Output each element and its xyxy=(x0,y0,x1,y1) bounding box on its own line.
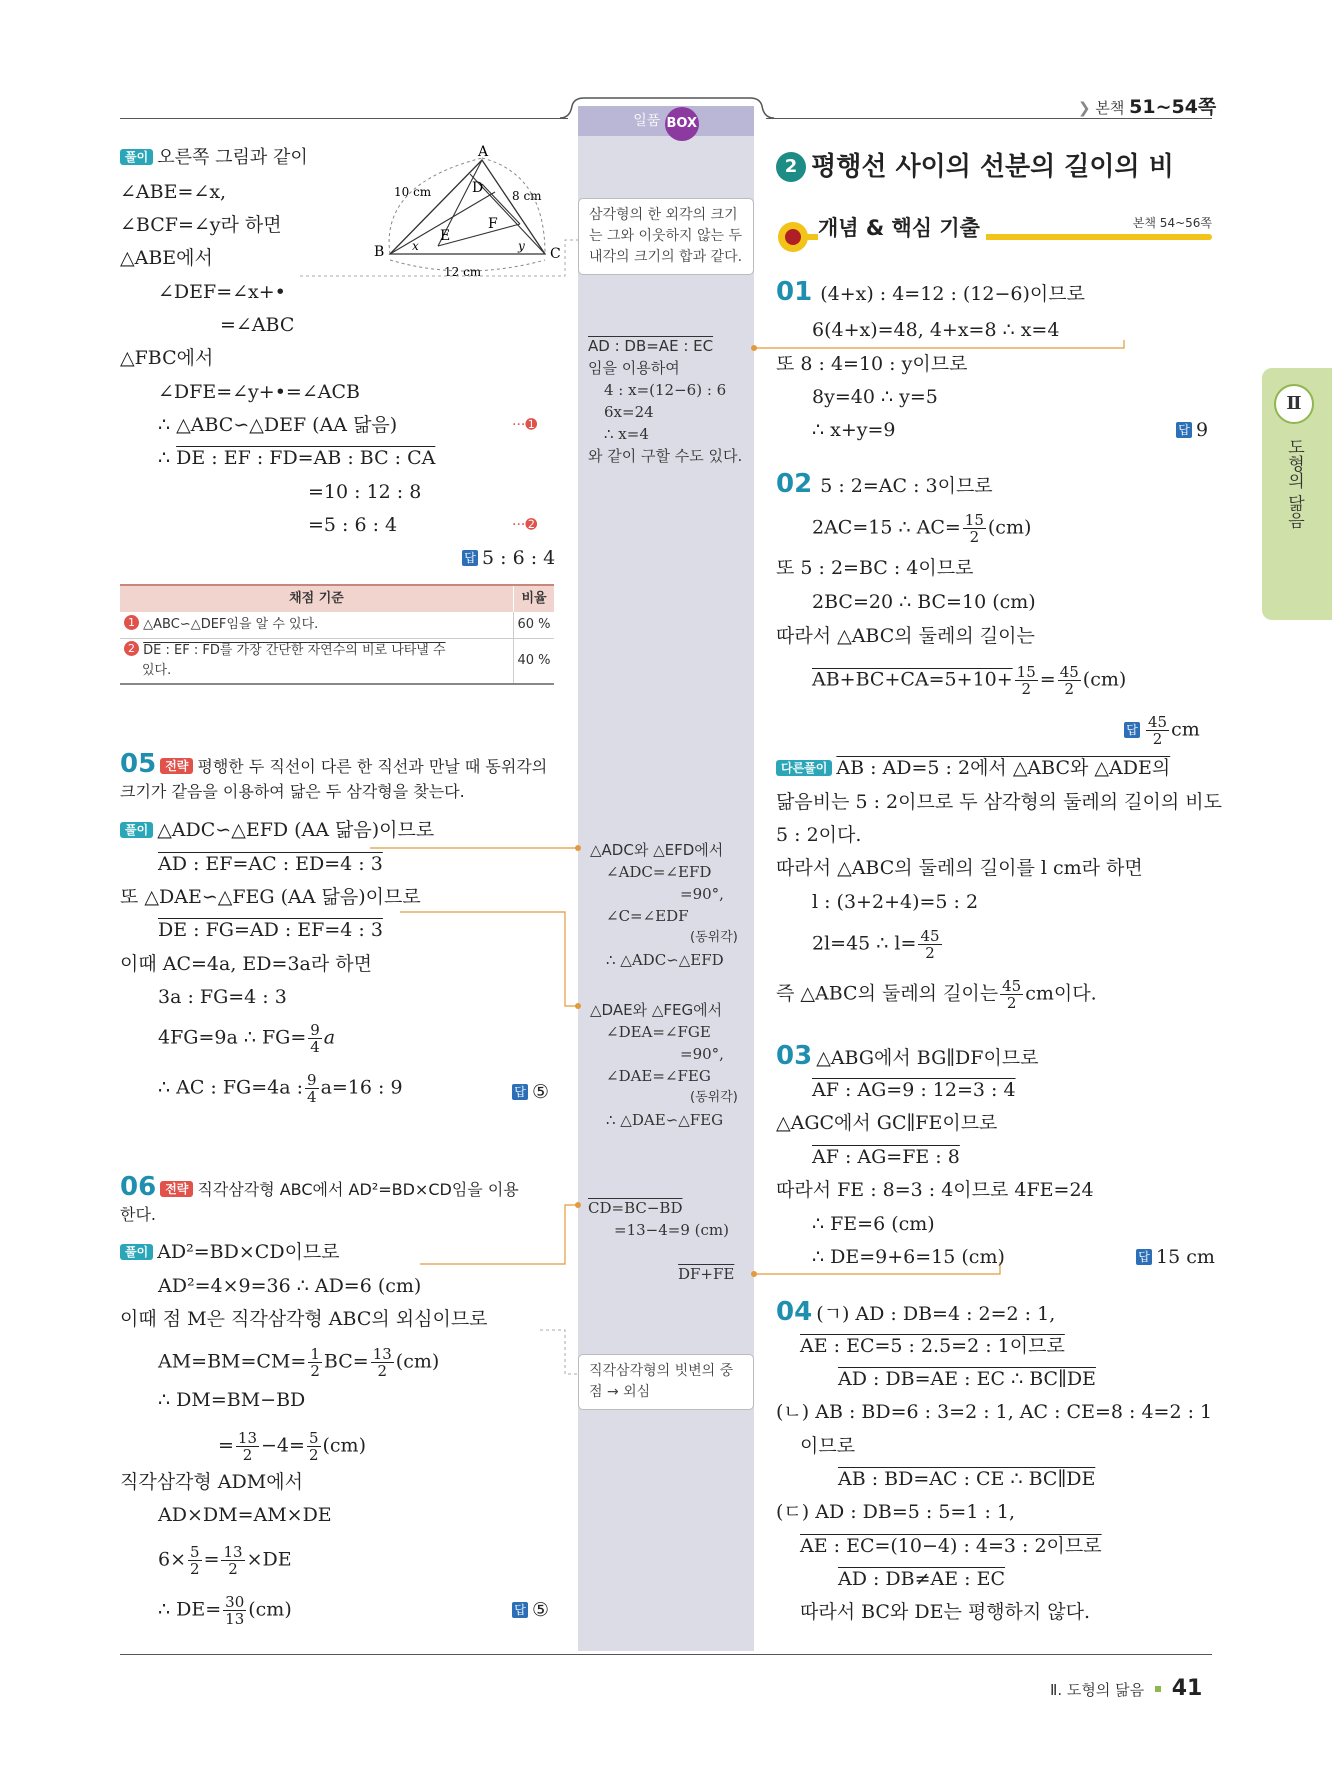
row-ratio: 40 % xyxy=(513,639,554,683)
strategy-tag: 전략 xyxy=(160,1181,193,1197)
section-number: 2 xyxy=(776,152,806,182)
note-box-circumcenter: 직각삼각형의 빗변의 중점 → 외심 xyxy=(578,1354,754,1410)
box-note-df-fe: DF+FE xyxy=(678,1265,735,1283)
chapter-label: 도형의 닮음 xyxy=(1284,438,1304,529)
q04-line-2: ∠BCF=∠y라 하면 xyxy=(120,214,282,236)
fraction-denominator: 2 xyxy=(228,1560,238,1578)
page-reference-prefix: 본책 xyxy=(1095,99,1125,117)
label-F: F xyxy=(488,216,498,232)
r-q04-line-5: 이므로 xyxy=(800,1435,856,1457)
answer-tag: 답 xyxy=(462,550,478,566)
r-q01-line-5: ∴ x+y=9 xyxy=(812,419,896,441)
label-A: A xyxy=(478,144,489,160)
q06-line-4-a: AM=BM=CM= xyxy=(158,1350,307,1373)
q04-line-3: △ABE에서 xyxy=(120,247,213,269)
label-C: C xyxy=(550,246,561,262)
fraction-numerator: 45 xyxy=(1148,713,1168,731)
q05-line-8-text: ∴ AC : FG=4a : xyxy=(158,1076,304,1099)
box-note-cd: CD=BC−BD xyxy=(588,1199,683,1217)
q05-line-7-text: 4FG=9a ∴ FG= xyxy=(158,1026,307,1049)
solution-tag: 풀이 xyxy=(120,1244,153,1260)
r-q02-line-6 xyxy=(812,664,1126,697)
step-marker-2: ···➋ xyxy=(512,517,538,533)
r-q02-alt-5: l : (3+2+4)=5 : 2 xyxy=(812,891,979,913)
r-q01-line-4: 8y=40 ∴ y=5 xyxy=(812,386,938,408)
fraction-numerator: 30 xyxy=(225,1593,245,1611)
q06-line-9-b: = xyxy=(203,1548,220,1571)
box-note-dae: △DAE와 △FEG에서 xyxy=(590,1001,723,1019)
q06-line-2: AD²=4×9=36 ∴ AD=6 (cm) xyxy=(158,1275,422,1297)
r-q02-alt-2: 닮음비는 5 : 2이므로 두 삼각형의 둘레의 길이의 비도 xyxy=(776,791,1222,813)
box-note-adc: △ADC와 △EFD에서 xyxy=(590,841,724,859)
fraction-denominator: 2 xyxy=(969,528,980,546)
alt-line-7-a: 즉 △ABC의 둘레의 길이는 xyxy=(776,982,999,1005)
r-q02-alt-1 xyxy=(776,756,1170,780)
box-note-adc-2: ∠ADC=∠EFD xyxy=(606,863,712,881)
q06-strategy-text: 직각삼각형 ABC에서 AD²=BD×CD임을 이용 xyxy=(197,1180,519,1199)
page-reference-pages: 51~54쪽 xyxy=(1129,96,1217,118)
chevron-right-icon: ❯ xyxy=(1078,99,1091,117)
fraction-denominator: 13 xyxy=(225,1610,245,1628)
therefore-symbol: ∴ xyxy=(158,447,177,469)
r-q04-line-10: 따라서 BC와 DE는 평행하지 않다. xyxy=(800,1601,1091,1623)
row-criteria: DE : EF : FD를 가장 간단한 자연수의 비로 나타낼 수 xyxy=(143,643,446,658)
fraction-numerator: 9 xyxy=(307,1071,317,1089)
q05-line-4: DE : FG=AD : EF=4 : 3 xyxy=(158,919,383,941)
r-q04-line-3: AD : DB=AE : EC ∴ BC∥DE xyxy=(838,1368,1096,1390)
answer-value: ⑤ xyxy=(532,1081,550,1103)
fraction-denominator: 2 xyxy=(377,1362,387,1380)
q05-line-3: 또 △DAE∽△FEG (AA 닮음)이므로 xyxy=(120,886,421,908)
box-note-1: AD : DB=AE : EC xyxy=(588,337,714,355)
r-q01-answer xyxy=(1176,418,1208,442)
box-note-dae-5: (동위각) xyxy=(690,1090,738,1105)
fraction-numerator: 1 xyxy=(310,1345,320,1363)
q06-line-6-a: = xyxy=(218,1434,234,1457)
q05-number: 05 xyxy=(120,749,157,779)
alt-line-1-text: AB : AD=5 : 2에서 △ABC와 △ADE의 xyxy=(836,757,1171,779)
r-q04-line-8: AE : EC=(10−4) : 4=3 : 2이므로 xyxy=(800,1535,1102,1557)
r-q02-line-3: 또 5 : 2=BC : 4이므로 xyxy=(776,557,974,579)
answer-tag: 답 xyxy=(1124,722,1140,738)
row-criteria-cont: 있다. xyxy=(142,663,172,678)
q03-number: 03 xyxy=(776,1041,813,1071)
box-label: 일품 xyxy=(633,113,661,129)
section-heading xyxy=(776,146,1174,183)
q06-line-6-c: (cm) xyxy=(322,1434,366,1457)
fraction-numerator: 5 xyxy=(308,1429,319,1447)
fraction-numerator: 9 xyxy=(310,1021,320,1039)
solution-intro-text: 오른쪽 그림과 같이 xyxy=(157,147,308,168)
answer-value: 15 cm xyxy=(1156,1246,1215,1268)
q05-strategy-cont: 크기가 같음을 이용하여 닮은 두 삼각형을 찾는다. xyxy=(120,782,465,801)
r-q04-line-1 xyxy=(776,1297,1056,1327)
q06-line-9-a: 6× xyxy=(158,1548,187,1571)
fraction-numerator: 13 xyxy=(372,1345,392,1363)
fraction-denominator: 2 xyxy=(310,1362,320,1380)
r-q02-answer xyxy=(1124,714,1200,747)
r-q02-alt-3: 5 : 2이다. xyxy=(776,824,862,846)
solution-tag: 풀이 xyxy=(120,149,153,165)
fraction-denominator: 4 xyxy=(310,1038,320,1056)
r-q01-line-1 xyxy=(776,277,1085,307)
label-y: y xyxy=(518,239,525,253)
q05-line-5: 이때 AC=4a, ED=3a라 하면 xyxy=(120,953,372,975)
q04-line-1: ∠ABE=∠x, xyxy=(120,181,227,203)
q05-line-7-end: a xyxy=(323,1026,336,1049)
q05-line-1-text: △ADC∽△EFD (AA 닮음)이므로 xyxy=(157,819,435,841)
q01-number: 01 xyxy=(776,277,813,307)
label-B: B xyxy=(374,244,385,260)
box-note-dae-3: =90°, xyxy=(680,1045,724,1063)
answer-value: ⑤ xyxy=(532,1599,550,1621)
table-header-ratio: 비율 xyxy=(513,586,554,612)
note-box-exterior-angle: 삼각형의 한 외각의 크기는 그와 이웃하지 않는 두 내각의 크기의 합과 같다. xyxy=(578,198,754,275)
alt-line-6-a: 2l=45 ∴ l= xyxy=(812,932,917,955)
r-q02-line-1 xyxy=(776,469,993,499)
alt-line-7-b: cm이다. xyxy=(1025,982,1097,1005)
box-note-dae-6: ∴ △DAE∽△FEG xyxy=(606,1111,724,1129)
q04-line-6: △FBC에서 xyxy=(120,347,214,369)
answer-tag: 답 xyxy=(512,1602,528,1618)
q02-line-2-b: (cm) xyxy=(987,516,1032,539)
solution-tag: 풀이 xyxy=(120,822,153,838)
r-q02-alt-4: 따라서 △ABC의 둘레의 길이를 l cm라 하면 xyxy=(776,857,1143,879)
q04-line-5: =∠ABC xyxy=(220,314,295,336)
row-number: 2 xyxy=(124,641,139,656)
row-ratio: 60 % xyxy=(513,612,554,638)
r-q03-line-1 xyxy=(776,1041,1039,1071)
q06-line-10-b: (cm) xyxy=(248,1598,292,1621)
fraction-numerator: 15 xyxy=(1016,663,1036,681)
q01-line-1-text: (4+x) : 4=12 : (12−6)이므로 xyxy=(820,283,1085,305)
r-q02-line-5: 따라서 △ABC의 둘레의 길이는 xyxy=(776,625,1035,647)
box-note-dae-4: ∠DAE=∠FEG xyxy=(606,1067,711,1085)
q04-line-7: ∠DFE=∠y+•=∠ACB xyxy=(158,381,360,403)
r-q04-line-7: (ㄷ) AD : DB=5 : 5=1 : 1, xyxy=(776,1501,1016,1523)
subheading-reference: 본책 54~56쪽 xyxy=(1132,216,1212,230)
q04-number: 04 xyxy=(776,1297,813,1327)
box-note-6: 와 같이 구할 수도 있다. xyxy=(588,447,743,465)
q04-line-1-text: (ㄱ) AD : DB=4 : 2=2 : 1, xyxy=(816,1303,1056,1325)
q06-line-8: AD×DM=AM×DE xyxy=(158,1504,332,1526)
r-q01-line-2: 6(4+x)=48, 4+x=8 ∴ x=4 xyxy=(812,319,1060,341)
q05-line-8-end: a=16 : 9 xyxy=(320,1076,403,1099)
fraction-denominator: 2 xyxy=(308,1446,319,1464)
table-header-criteria: 채점 기준 xyxy=(289,591,344,606)
fraction-denominator: 2 xyxy=(190,1560,200,1578)
label-D: D xyxy=(472,180,484,196)
fraction-numerator: 45 xyxy=(1002,977,1022,995)
step-marker-1: ···➊ xyxy=(512,417,538,433)
chapter-side-tab[interactable] xyxy=(1262,368,1332,620)
box-note-5: ∴ x=4 xyxy=(604,425,649,443)
box-note-dae-2: ∠DEA=∠FGE xyxy=(606,1023,711,1041)
footer-dot-icon xyxy=(1155,1686,1161,1692)
r-q01-line-3: 또 8 : 4=10 : y이므로 xyxy=(776,353,968,375)
r-q03-line-5: 따라서 FE : 8=3 : 4이므로 4FE=24 xyxy=(776,1179,1094,1201)
chapter-roman-numeral: Ⅱ xyxy=(1274,384,1314,424)
answer-tag: 답 xyxy=(1176,422,1192,438)
q06-line-3: 이때 점 M은 직각삼각형 ABC의 외심이므로 xyxy=(120,1308,488,1330)
box-badge: BOX xyxy=(665,107,699,141)
q06-line-5: ∴ DM=BM−BD xyxy=(158,1389,306,1411)
q06-line-6-b: −4= xyxy=(261,1434,305,1457)
page-number: 41 xyxy=(1171,1676,1203,1701)
q02-line-6-c: (cm) xyxy=(1082,668,1127,691)
q03-line-1-text: △ABG에서 BG∥DF이므로 xyxy=(816,1047,1039,1069)
subheading-bar xyxy=(778,212,1212,252)
box-note-adc-6: ∴ △ADC∽△EFD xyxy=(606,951,724,969)
r-q02-alt-6 xyxy=(812,928,944,961)
fraction-numerator: 15 xyxy=(964,511,984,529)
q02-line-6-a: AB+BC+CA=5+10+ xyxy=(812,668,1013,691)
alternative-solution-tag: 다른풀이 xyxy=(776,760,832,776)
r-q02-line-4: 2BC=20 ∴ BC=10 (cm) xyxy=(812,591,1036,613)
r-q04-line-9: AD : DB≠AE : EC xyxy=(838,1568,1006,1590)
answer-value: 9 xyxy=(1196,419,1209,441)
q02-line-1-text: 5 : 2=AC : 3이므로 xyxy=(820,475,993,497)
q02-line-2-a: 2AC=15 ∴ AC= xyxy=(812,516,961,539)
answer-unit: cm xyxy=(1171,718,1200,741)
footer-chapter: Ⅱ. 도형의 닮음 xyxy=(1050,1681,1145,1699)
q06-line-10-a: ∴ DE= xyxy=(158,1598,222,1621)
row-number: 1 xyxy=(124,615,139,630)
answer-tag: 답 xyxy=(1136,1249,1152,1265)
q06-number: 06 xyxy=(120,1172,157,1202)
q06-line-9-c: ×DE xyxy=(246,1548,292,1571)
fraction-numerator: 45 xyxy=(920,927,940,945)
label-ab: 10 cm xyxy=(394,185,432,199)
r-q04-line-4: (ㄴ) AB : BD=6 : 3=2 : 1, AC : CE=8 : 4=2 : 1 xyxy=(776,1401,1213,1423)
r-q03-line-3: △AGC에서 GC∥FE이므로 xyxy=(776,1112,998,1134)
box-note-2: 임을 이용하여 xyxy=(588,359,680,377)
label-ac: 8 cm xyxy=(512,189,542,203)
fraction-numerator: 13 xyxy=(223,1543,243,1561)
label-bc: 12 cm xyxy=(444,265,482,279)
ratio-expression: DE : EF : FD=AB : BC : CA xyxy=(176,447,436,469)
label-E: E xyxy=(440,228,451,244)
q02-line-6-b: = xyxy=(1039,668,1056,691)
q04-line-11: =5 : 6 : 4 xyxy=(308,514,398,536)
fraction-numerator: 13 xyxy=(237,1429,258,1447)
r-q03-answer xyxy=(1136,1245,1215,1269)
q06-line-4-c: (cm) xyxy=(395,1350,440,1373)
box-note-adc-5: (동위각) xyxy=(690,930,738,945)
answer-tag: 답 xyxy=(512,1084,528,1100)
box-note-adc-3: =90°, xyxy=(680,885,724,903)
fraction-denominator: 4 xyxy=(307,1088,317,1106)
q06-line-1-text: AD²=BD×CD이므로 xyxy=(157,1241,340,1263)
q05-line-2: AD : EF=AC : ED=4 : 3 xyxy=(158,853,383,875)
box-note-3: 4 : x=(12−6) : 6 xyxy=(604,381,727,399)
answer-value: 5 : 6 : 4 xyxy=(482,547,556,569)
q04-line-10: =10 : 12 : 8 xyxy=(308,481,422,503)
fraction-denominator: 2 xyxy=(1021,680,1031,698)
footer-rule xyxy=(120,1654,1212,1655)
strategy-tag: 전략 xyxy=(160,758,193,774)
fraction-numerator: 5 xyxy=(190,1543,200,1561)
r-q04-line-6: AB : BD=AC : CE ∴ BC∥DE xyxy=(838,1468,1096,1490)
footer xyxy=(1050,1676,1202,1701)
r-q03-line-4: AF : AG=FE : 8 xyxy=(812,1146,960,1168)
row-criteria: △ABC∽△DEF임을 알 수 있다. xyxy=(143,617,319,632)
fraction-numerator: 45 xyxy=(1059,663,1079,681)
box-note-adc-4: ∠C=∠EDF xyxy=(606,907,689,925)
fraction-denominator: 2 xyxy=(925,944,935,962)
r-q03-line-6: ∴ FE=6 (cm) xyxy=(812,1213,935,1235)
label-x: x xyxy=(412,239,419,253)
q06-line-4-b: BC= xyxy=(323,1350,369,1373)
q02-number: 02 xyxy=(776,469,813,499)
q05-line-6: 3a : FG=4 : 3 xyxy=(158,986,287,1008)
r-q03-line-7: ∴ DE=9+6=15 (cm) xyxy=(812,1246,1005,1268)
section-title: 평행선 사이의 선분의 길이의 비 xyxy=(811,152,1174,182)
box-note-cd-2: =13−4=9 (cm) xyxy=(614,1221,729,1239)
q04-line-8: ∴ △ABC∽△DEF (AA 닮음) xyxy=(158,414,398,436)
fraction-denominator: 2 xyxy=(242,1446,253,1464)
r-q02-alt-7 xyxy=(776,978,1097,1011)
fraction-denominator: 2 xyxy=(1152,730,1163,748)
r-q02-line-2 xyxy=(812,512,1031,545)
subheading-title: 개념 & 핵심 기출 xyxy=(818,212,986,242)
q06-strategy-cont: 한다. xyxy=(120,1205,156,1224)
fraction-denominator: 2 xyxy=(1006,994,1017,1012)
r-q03-line-2: AF : AG=9 : 12=3 : 4 xyxy=(812,1079,1016,1101)
fraction-denominator: 2 xyxy=(1064,680,1074,698)
q05-strategy-text: 평행한 두 직선이 다른 한 직선과 만날 때 동위각의 xyxy=(197,757,548,776)
q04-line-4: ∠DEF=∠x+• xyxy=(158,281,286,303)
q06-line-7: 직각삼각형 ADM에서 xyxy=(120,1471,303,1493)
r-q04-line-2: AE : EC=5 : 2.5=2 : 1이므로 xyxy=(800,1335,1065,1357)
subheading-dot-icon xyxy=(785,229,801,245)
box-note-4: 6x=24 xyxy=(604,403,654,421)
